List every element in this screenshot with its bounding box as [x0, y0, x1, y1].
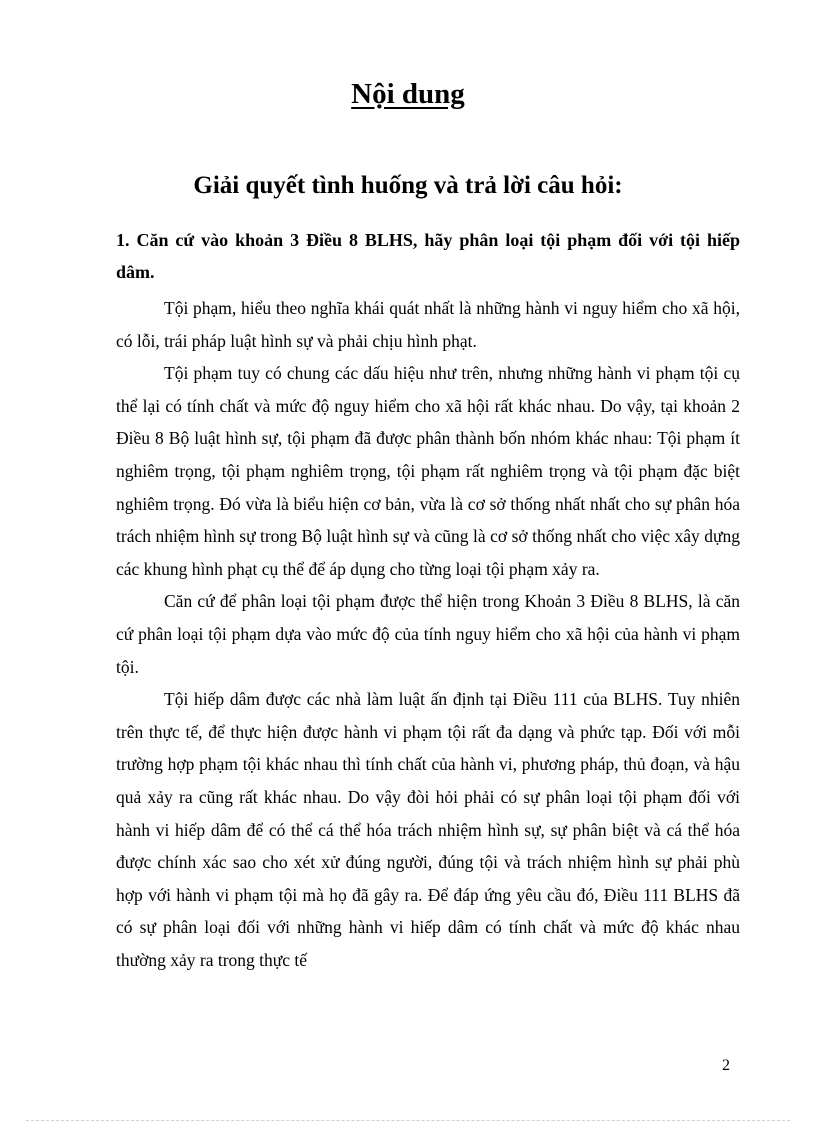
page-bottom-border: [26, 1120, 790, 1121]
paragraph: Tội phạm tuy có chung các dấu hiệu như trên, nhưng những hành vi phạm tội cụ thể lại có tính chất và mức độ nguy hiểm cho xã hội rất khác nhau. Do vậy, tại khoản 2 Điều 8 Bộ luật hình sự, tội phạm đã được phân thành bốn nhóm khác nhau: Tội phạm ít nghiêm trọng, tội phạm nghiêm trọng, tội phạm rất nghiêm trọng và tội phạm đặc biệt nghiêm trọng. Đó vừa là biểu hiện cơ bản, vừa là cơ sở thống nhất nhất cho sự phân hóa trách nhiệm hình sự trong Bộ luật hình sự và cũng là cơ sở thống nhất cho việc xây dựng các khung hình phạt cụ thể để áp dụng cho từng loại tội phạm xảy ra.: [116, 363, 740, 579]
page-title: Nội dung: [351, 78, 465, 110]
section-heading: Giải quyết tình huống và trả lời câu hỏi:: [193, 172, 623, 199]
paragraph: Căn cứ để phân loại tội phạm được thể hiện trong Khoản 3 Điều 8 BLHS, là căn cứ phân loại tội phạm dựa vào mức độ của tính nguy hiểm cho xã hội của hành vi phạm tội.: [116, 591, 740, 677]
page-number: 2: [722, 1057, 730, 1074]
question-heading: 1. Căn cứ vào khoản 3 Điều 8 BLHS, hãy phân loại tội phạm đối với tội hiếp dâm.: [116, 230, 740, 282]
paragraph: Tội hiếp dâm được các nhà làm luật ấn định tại Điều 111 của BLHS. Tuy nhiên trên thực tế, để thực hiện được hành vi phạm tội rất đa dạng và phức tạp. Đối với mỗi trường hợp phạm tội khác nhau thì tính chất của hành vi, phương pháp, thủ đoạn, và hậu quả xảy ra cũng rất khác nhau. Do vậy đòi hỏi phải có sự phân loại tội phạm đối với hành vi hiếp dâm để có thể cá thể hóa trách nhiệm hình sự, sự phân biệt và cá thể hóa được chính xác sao cho xét xử đúng người, đúng tội và trách nhiệm hình sự phải phù hợp với hành vi phạm tội mà họ đã gây ra. Để đáp ứng yêu cầu đó, Điều 111 BLHS đã có sự phân loại đối với những hành vi hiếp dâm có tính chất và mức độ khác nhau thường xảy ra trong thực tế: [116, 689, 740, 970]
paragraph: Tội phạm, hiểu theo nghĩa khái quát nhất là những hành vi nguy hiểm cho xã hội, có lỗi, trái pháp luật hình sự và phải chịu hình phạt.: [116, 298, 740, 351]
body-text: [116, 292, 740, 976]
